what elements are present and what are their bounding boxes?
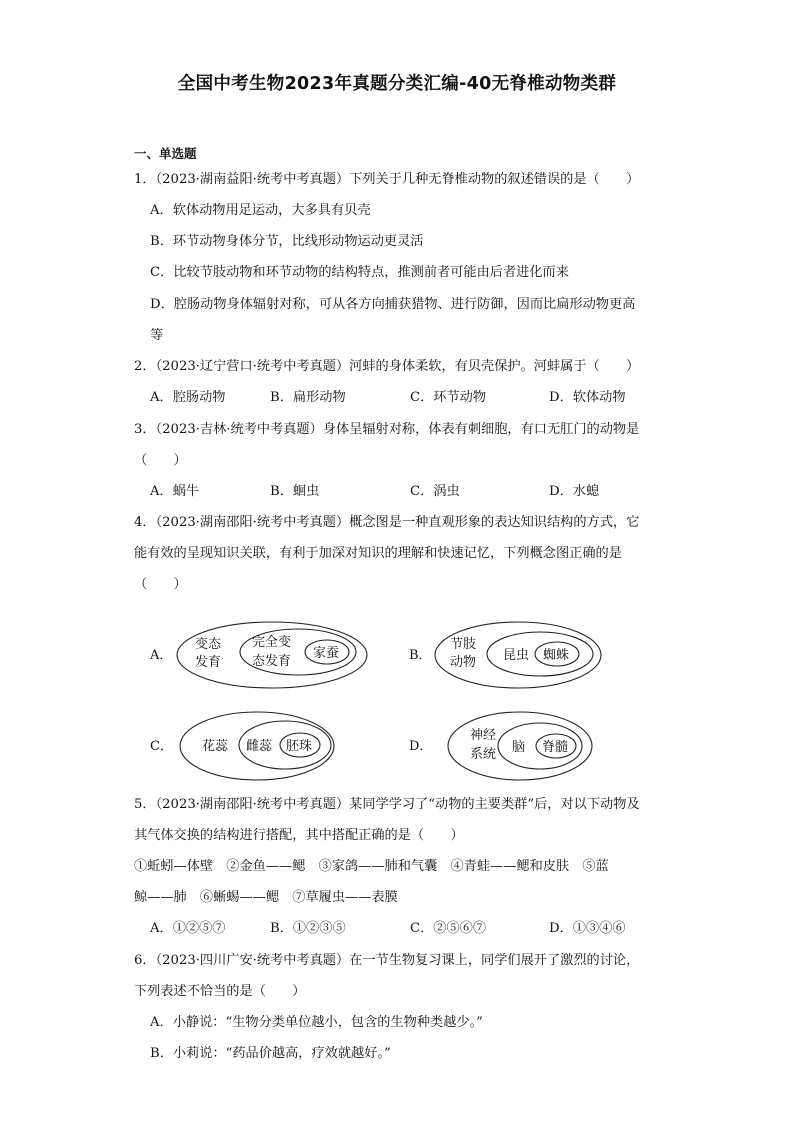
diagram-d-outer-text-2: 系统: [470, 747, 497, 762]
diagram-a-label: A．: [150, 648, 173, 663]
q5-option-d: D．①③④⑥: [549, 921, 626, 936]
diagram-d-middle-text: 脑: [512, 740, 526, 755]
diagram-a-inner-text: 家蚕: [313, 646, 340, 661]
diagram-b-inner-text: 蜘蛛: [543, 648, 570, 663]
diagram-c: [150, 712, 334, 780]
q3-option-a: A．蜗牛: [150, 484, 200, 499]
diagram-d-inner-text: 脊髓: [542, 740, 569, 755]
q2-option-a: A．腔肠动物: [150, 390, 226, 405]
q1-option-b: B．环节动物身体分节，比线形动物运动更灵活: [150, 234, 424, 249]
q2-option-c: C．环节动物: [410, 390, 487, 405]
q1-option-d: D．腔肠动物身体辐射对称，可从各方向捕获猎物、进行防御，因而比扁形动物更高: [150, 297, 636, 312]
diagram-a-middle-text: 完全变: [252, 635, 292, 650]
q2-option-d: D．软体动物: [549, 390, 626, 405]
diagram-d-middle-ellipse: [498, 723, 582, 769]
q5-option-b: B．①②③⑤: [270, 921, 346, 936]
q2-option-b: B．扁形动物: [270, 390, 346, 405]
diagram-c-outer-text: 花蕊: [202, 739, 229, 754]
q5-stem-cont: 其气体交换的结构进行搭配，其中搭配正确的是（ ）: [134, 828, 464, 843]
diagram-d: [409, 712, 592, 780]
q1-option-d-cont: 等: [150, 328, 164, 343]
q2-stem: 2．（2023·辽宁营口·统考中考真题）河蚌的身体柔软，有贝壳保护。河蚌属于（ ）: [134, 359, 640, 374]
q3-option-d: D．水螅: [549, 484, 600, 499]
q3-stem-cont: （ ）: [134, 453, 187, 468]
diagram-c-inner-text: 胚珠: [286, 739, 313, 754]
q6-option-b: B．小莉说：“药品价越高，疗效就越好。”: [150, 1046, 391, 1061]
q6-option-a: A．小静说：“生物分类单位越小，包含的生物种类越少。”: [150, 1015, 483, 1030]
q4-stem-cont2: （ ）: [134, 577, 187, 592]
q4-concept-diagrams: [0, 610, 794, 790]
diagram-d-outer-text: 神经: [470, 728, 497, 743]
q3-option-b: B．蛔虫: [270, 484, 320, 499]
q4-stem-cont: 能有效的呈现知识关联，有利于加深对知识的理解和快速记忆，下列概念图正确的是: [134, 546, 622, 561]
diagram-b-middle-text: 昆虫: [503, 648, 530, 663]
diagram-b: [409, 622, 601, 688]
q5-option-c: C．②⑤⑥⑦: [410, 921, 487, 936]
q1-option-a: A．软体动物用足运动，大多具有贝壳: [150, 203, 371, 218]
section-heading: 一、单选题: [134, 146, 197, 161]
diagram-a-outer-text-2: 发育: [195, 655, 222, 670]
q6-stem-cont: 下列表述不恰当的是（ ）: [134, 984, 306, 999]
q1-option-c: C．比较节肢动物和环节动物的结构特点，推测前者可能由后者进化而来: [150, 265, 569, 280]
q5-items-cont: 鲸——肺 ⑥蜥蜴——鳃 ⑦草履虫——表膜: [134, 890, 398, 905]
diagram-a-middle-text-2: 态发育: [252, 654, 292, 669]
q5-stem: 5．（2023·湖南邵阳·统考中考真题）某同学学习了“动物的主要类群”后，对以下动物及: [134, 797, 640, 812]
q1-stem: 1．（2023·湖南益阳·统考中考真题）下列关于几种无脊椎动物的叙述错误的是（ ）: [134, 172, 640, 187]
page-title: 全国中考生物2023年真题分类汇编-40无脊椎动物类群: [177, 74, 617, 94]
diagram-b-label: B．: [409, 648, 432, 663]
diagram-b-outer-text: 节肢: [450, 637, 477, 652]
q6-stem: 6．（2023·四川广安·统考中考真题）在一节生物复习课上，同学们展开了激烈的讨论，: [134, 953, 640, 968]
diagram-d-label: D．: [409, 739, 433, 754]
diagram-c-label: C．: [150, 739, 173, 754]
q3-stem: 3．（2023·吉林·统考中考真题）身体呈辐射对称，体表有刺细胞，有口无肛门的动物是: [134, 422, 640, 437]
q5-option-a: A．①②⑤⑦: [150, 921, 226, 936]
diagram-b-outer-text-2: 动物: [450, 655, 477, 670]
q3-option-c: C．涡虫: [410, 484, 460, 499]
diagram-a: [149, 622, 367, 688]
diagram-a-outer-text: 变态: [195, 637, 222, 652]
diagram-c-middle-text: 雌蕊: [246, 739, 273, 754]
q5-items: ①蚯蚓—体壁 ②金鱼——鳃 ③家鸽——肺和气囊 ④青蛙——鳃和皮肤 ⑤蓝: [134, 859, 609, 874]
q4-stem: 4．（2023·湖南邵阳·统考中考真题）概念图是一种直观形象的表达知识结构的方式，它: [134, 515, 640, 530]
